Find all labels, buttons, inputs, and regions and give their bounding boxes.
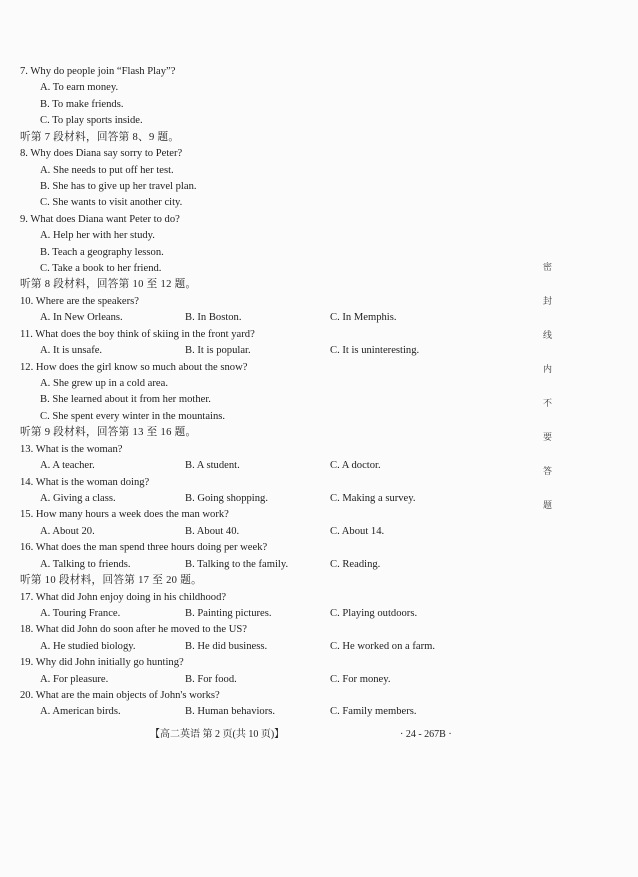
question-9-option-a: A. Help her with her study. bbox=[40, 230, 155, 242]
question-18-options bbox=[20, 639, 520, 655]
question-11-option-a: A. It is unsafe. bbox=[40, 345, 103, 357]
question-8: 8. Why does Diana say sorry to Peter? bbox=[20, 148, 183, 160]
question-16-option-a: A. Talking to friends. bbox=[40, 558, 131, 570]
question-8-option-c: C. She wants to visit another city. bbox=[40, 197, 183, 209]
question-13: 13. What is the woman? bbox=[20, 443, 123, 455]
question-18-option-b: B. He did business. bbox=[185, 640, 268, 652]
question-14-option-c: C. Making a survey. bbox=[330, 492, 416, 504]
seal-line-note: 密封线内不要答题 bbox=[542, 262, 552, 534]
question-15: 15. How many hours a week does the man work? bbox=[20, 509, 229, 521]
question-19-option-b: B. For food. bbox=[185, 673, 237, 685]
question-18-option-c: C. He worked on a farm. bbox=[330, 640, 436, 652]
question-10-options bbox=[20, 310, 520, 326]
question-15-options bbox=[20, 524, 520, 540]
question-12-option-c: C. She spent every winter in the mountains. bbox=[40, 410, 226, 422]
question-16-options bbox=[20, 557, 520, 573]
question-11: 11. What does the boy think of skiing in the front yard? bbox=[20, 328, 255, 340]
question-15-option-c: C. About 14. bbox=[330, 525, 385, 537]
page-footer bbox=[150, 727, 470, 743]
question-9-option-c: C. Take a book to her friend. bbox=[40, 263, 162, 275]
question-10-option-c: C. In Memphis. bbox=[330, 312, 397, 324]
question-17-options bbox=[20, 606, 520, 622]
question-13-options bbox=[20, 458, 520, 474]
question-8-option-a: A. She needs to put off her test. bbox=[40, 164, 174, 176]
question-15-option-a: A. About 20. bbox=[40, 525, 95, 537]
question-12: 12. How does the girl know so much about the snow? bbox=[20, 361, 248, 373]
question-19: 19. Why did John initially go hunting? bbox=[20, 657, 184, 669]
question-11-option-b: B. It is popular. bbox=[185, 345, 251, 357]
footer-paper-code: · 24 - 267B · bbox=[400, 729, 452, 740]
question-7: 7. Why do people join “Flash Play”? bbox=[20, 66, 176, 77]
question-19-option-a: A. For pleasure. bbox=[40, 673, 109, 685]
question-17-option-b: B. Painting pictures. bbox=[185, 607, 272, 619]
question-7-option-b: B. To make friends. bbox=[40, 98, 124, 110]
question-15-option-b: B. About 40. bbox=[185, 525, 240, 537]
question-19-option-c: C. For money. bbox=[330, 673, 391, 685]
question-13-option-b: B. A student. bbox=[185, 460, 240, 472]
question-20-option-c: C. Family members. bbox=[330, 706, 417, 718]
section-instruction-10: 听第 10 段材料，回答第 17 至 20 题。 bbox=[20, 575, 202, 587]
section-instruction-7: 听第 7 段材料，回答第 8、9 题。 bbox=[20, 131, 180, 143]
question-7-option-a: A. To earn money. bbox=[40, 82, 119, 94]
question-17-option-a: A. Touring France. bbox=[40, 607, 121, 619]
question-11-option-c: C. It is uninteresting. bbox=[330, 345, 420, 357]
question-8-option-b: B. She has to give up her travel plan. bbox=[40, 180, 197, 192]
question-14-option-a: A. Giving a class. bbox=[40, 492, 116, 504]
question-16: 16. What does the man spend three hours doing per week? bbox=[20, 542, 268, 554]
question-20-option-a: A. American birds. bbox=[40, 706, 121, 718]
section-instruction-9: 听第 9 段材料，回答第 13 至 16 题。 bbox=[20, 427, 197, 439]
question-12-option-b: B. She learned about it from her mother. bbox=[40, 394, 211, 406]
question-20: 20. What are the main objects of John's works? bbox=[20, 690, 220, 702]
question-18: 18. What did John do soon after he moved to the US? bbox=[20, 624, 247, 636]
question-13-option-a: A. A teacher. bbox=[40, 460, 95, 472]
exam-page-body bbox=[20, 64, 520, 721]
question-14-option-b: B. Going shopping. bbox=[185, 492, 268, 504]
question-12-option-a: A. She grew up in a cold area. bbox=[40, 378, 168, 390]
question-10-option-a: A. In New Orleans. bbox=[40, 312, 123, 324]
question-14: 14. What is the woman doing? bbox=[20, 476, 150, 488]
question-17: 17. What did John enjoy doing in his childhood? bbox=[20, 591, 227, 603]
question-16-option-b: B. Talking to the family. bbox=[185, 558, 289, 570]
question-19-options bbox=[20, 672, 520, 688]
question-20-options bbox=[20, 704, 520, 720]
question-7-option-c: C. To play sports inside. bbox=[40, 115, 143, 127]
question-17-option-c: C. Playing outdoors. bbox=[330, 607, 418, 619]
footer-page-info: 【高二英语 第 2 页(共 10 页)】 bbox=[150, 729, 285, 740]
question-10-option-b: B. In Boston. bbox=[185, 312, 242, 324]
question-16-option-c: C. Reading. bbox=[330, 558, 381, 570]
question-11-options bbox=[20, 343, 520, 359]
question-9: 9. What does Diana want Peter to do? bbox=[20, 213, 180, 225]
question-10: 10. Where are the speakers? bbox=[20, 295, 139, 307]
question-20-option-b: B. Human behaviors. bbox=[185, 706, 276, 718]
question-13-option-c: C. A doctor. bbox=[330, 460, 381, 472]
question-14-options bbox=[20, 491, 520, 507]
question-18-option-a: A. He studied biology. bbox=[40, 640, 136, 652]
question-9-option-b: B. Teach a geography lesson. bbox=[40, 246, 164, 258]
section-instruction-8: 听第 8 段材料，回答第 10 至 12 题。 bbox=[20, 279, 197, 291]
